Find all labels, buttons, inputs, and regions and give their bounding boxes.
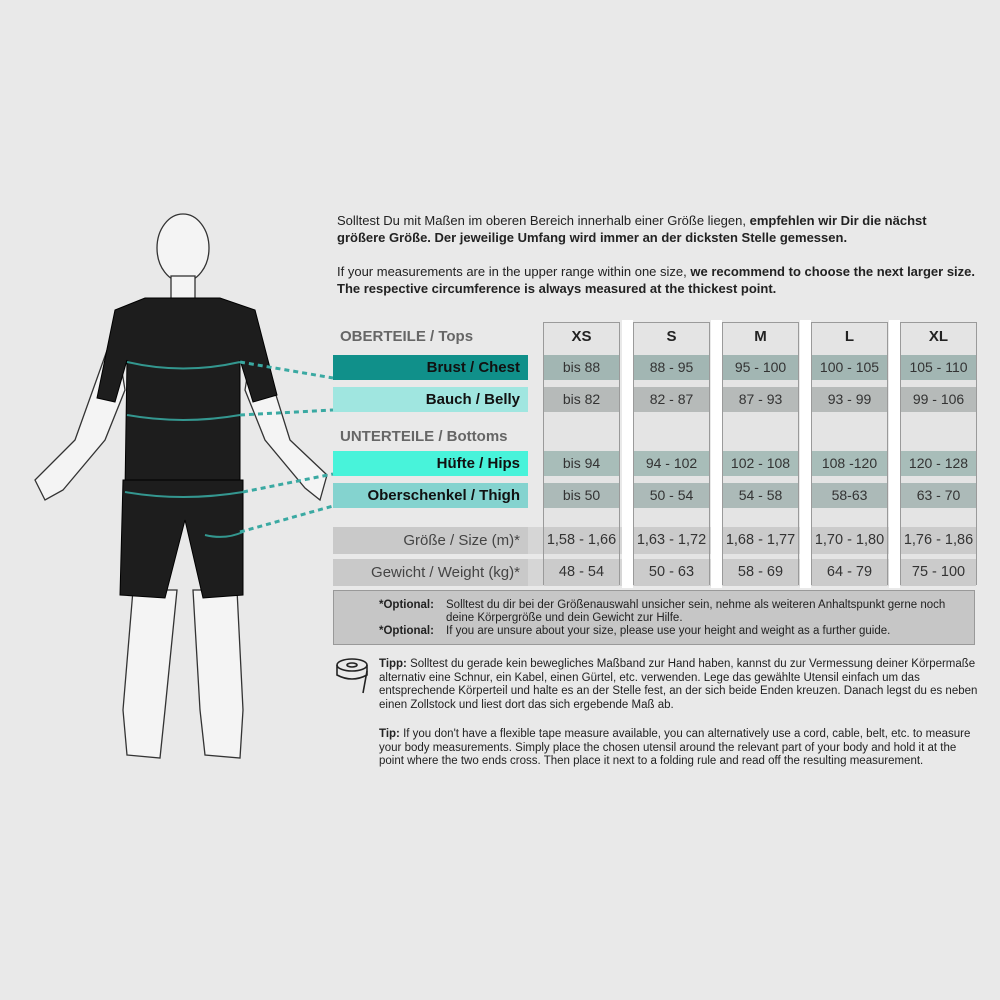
column-gap xyxy=(889,320,900,588)
footnote-text-de: Solltest du dir bei der Größenauswahl unsicher sein, nehme als weiteren Anhaltspunkt gerne noch deine Körpergröße und dein Gewicht zur Hilfe. xyxy=(446,599,946,624)
thigh-value-s: 50 - 54 xyxy=(634,483,709,508)
intro-english-text: If your measurements are in the upper range within one size, xyxy=(337,264,691,279)
height-value-l: 1,70 - 1,80 xyxy=(812,527,887,554)
chest-value-xs: bis 88 xyxy=(544,355,619,380)
hips-value-xl: 120 - 128 xyxy=(901,451,976,476)
belly-value-m: 87 - 93 xyxy=(723,387,798,412)
chest-value-m: 95 - 100 xyxy=(723,355,798,380)
weight-value-m: 58 - 69 xyxy=(723,559,798,586)
chest-value-xl: 105 - 110 xyxy=(901,355,976,380)
hips-value-s: 94 - 102 xyxy=(634,451,709,476)
belly-value-xl: 99 - 106 xyxy=(901,387,976,412)
height-value-xl: 1,76 - 1,86 xyxy=(901,527,976,554)
tip-german-text: Solltest du gerade kein bewegliches Maßband zur Hand haben, kannst du zur Vermessung deiner Körpermaße alternativ eine Schnur, ein Kabel, einen Gürtel, etc. verwenden. Lege das gewählte Utensil einfach um das entsprechende Körperteil und halte es an der Stelle fest, an der sich beide Enden kreuzen. Danach legst du es neben einen Zollstock und liest dort das sich ergebende Maß ab. xyxy=(379,658,978,711)
optional-footnote xyxy=(333,590,975,645)
intro-english-bold: we recommend to choose the next larger size. The respective circumference is always measured at the thickest point. xyxy=(337,264,976,296)
size-header-m: M xyxy=(754,328,767,345)
tops-heading: OBERTEILE / Tops xyxy=(340,328,474,345)
height-value-s: 1,63 - 1,72 xyxy=(634,527,709,554)
size-header-s: S xyxy=(666,328,677,345)
weight-value-xl: 75 - 100 xyxy=(901,559,976,586)
row-label-weight: Gewicht / Weight (kg)* xyxy=(333,559,528,586)
column-gap xyxy=(711,320,722,588)
chest-value-l: 100 - 105 xyxy=(812,355,887,380)
size-header-l: L xyxy=(844,328,855,345)
row-label-height: Größe / Size (m)* xyxy=(333,527,528,554)
tip-german-label: Tipp: xyxy=(379,658,407,670)
size-header-xs: XS xyxy=(571,328,592,345)
hips-value-xs: bis 94 xyxy=(544,451,619,476)
bottoms-heading: UNTERTEILE / Bottoms xyxy=(340,428,508,445)
tip-english-label: Tip: xyxy=(379,728,400,740)
row-label-hips: Hüfte / Hips xyxy=(333,451,528,476)
weight-value-xs: 48 - 54 xyxy=(544,559,619,586)
thigh-value-m: 54 - 58 xyxy=(723,483,798,508)
footnote-text-en: If you are unsure about your size, please use your height and weight as a further guide. xyxy=(446,625,891,637)
height-value-xs: 1,58 - 1,66 xyxy=(544,527,619,554)
intro-german-text: Solltest Du mit Maßen im oberen Bereich innerhalb einer Größe liegen, xyxy=(337,213,750,228)
row-label-belly: Bauch / Belly xyxy=(333,387,528,412)
footnote-label-de: *Optional: xyxy=(379,599,434,611)
tape-measure-icon xyxy=(335,657,371,695)
intro-german xyxy=(337,212,977,246)
tip-german xyxy=(379,658,979,712)
intro-german-bold: empfehlen wir Dir die nächst größere Größe. Der jeweilige Umfang wird immer an der dicksten Stelle gemessen. xyxy=(337,213,927,245)
hips-value-m: 102 - 108 xyxy=(723,451,798,476)
column-gap xyxy=(622,320,633,588)
body-figure-illustration xyxy=(15,210,345,785)
size-header-xl: XL xyxy=(928,328,949,345)
row-label-thigh: Oberschenkel / Thigh xyxy=(333,483,528,508)
thigh-value-xl: 63 - 70 xyxy=(901,483,976,508)
belly-value-s: 82 - 87 xyxy=(634,387,709,412)
thigh-value-xs: bis 50 xyxy=(544,483,619,508)
intro-english xyxy=(337,263,977,297)
thigh-value-l: 58-63 xyxy=(812,483,887,508)
row-label-chest: Brust / Chest xyxy=(333,355,528,380)
belly-value-l: 93 - 99 xyxy=(812,387,887,412)
height-value-m: 1,68 - 1,77 xyxy=(723,527,798,554)
column-gap xyxy=(800,320,811,588)
footnote-label-en: *Optional: xyxy=(379,625,434,637)
chest-value-s: 88 - 95 xyxy=(634,355,709,380)
belly-value-xs: bis 82 xyxy=(544,387,619,412)
tip-english-text: If you don't have a flexible tape measure available, you can alternatively use a cord, cable, belt, etc. to measure your body measurements. Simply place the chosen utensil around the relevant part of your body and hold it at the point where the two ends cross. Then place it next to a folding rule and read off the resulting measurement. xyxy=(379,728,971,767)
tip-english xyxy=(379,728,979,769)
weight-value-l: 64 - 79 xyxy=(812,559,887,586)
hips-value-l: 108 -120 xyxy=(812,451,887,476)
weight-value-s: 50 - 63 xyxy=(634,559,709,586)
